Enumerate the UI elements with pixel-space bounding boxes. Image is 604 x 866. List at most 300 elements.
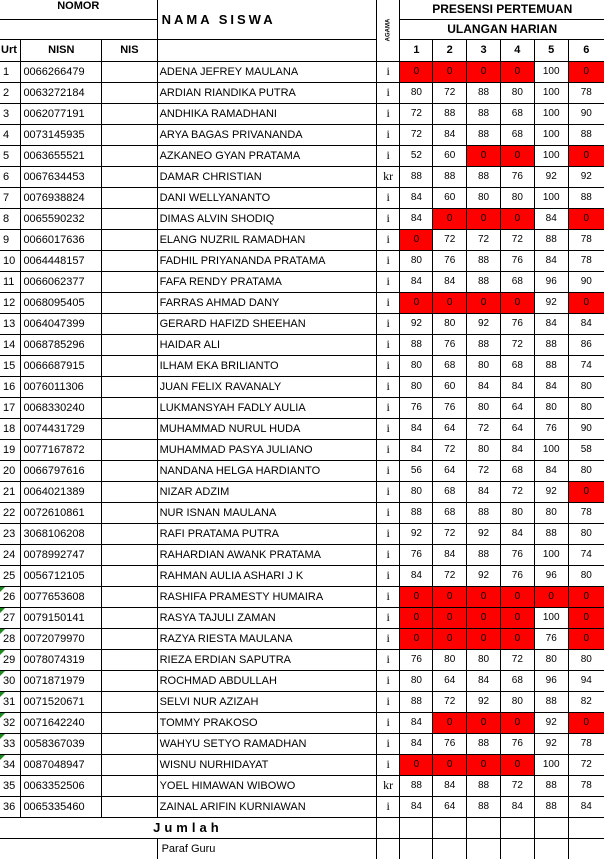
agama-cell: i [376, 439, 400, 460]
student-name-cell: ELANG NUZRIL RAMADHAN [157, 229, 376, 250]
nisn-cell: 0064021389 [21, 481, 102, 502]
score-cell: 0 [500, 145, 534, 166]
nis-cell [102, 712, 157, 733]
score-cell: 100 [534, 145, 568, 166]
nis-cell [102, 418, 157, 439]
nis-cell [102, 775, 157, 796]
nisn-header [21, 39, 102, 61]
score-cell: 92 [534, 733, 568, 754]
score-cell: 92 [467, 313, 501, 334]
agama-cell: i [376, 607, 400, 628]
score-cell: 90 [568, 103, 604, 124]
score-cell: 64 [500, 397, 534, 418]
score-cell: 0 [534, 586, 568, 607]
urt-cell: 6 [0, 166, 21, 187]
score-cell: 100 [534, 187, 568, 208]
score-cell: 78 [568, 502, 604, 523]
table-row [0, 754, 604, 775]
table-row [0, 376, 604, 397]
score-cell: 72 [467, 460, 501, 481]
score-cell: 0 [467, 61, 501, 82]
urt-cell: 4 [0, 124, 21, 145]
score-cell: 72 [500, 481, 534, 502]
agama-cell: i [376, 271, 400, 292]
agama-cell: i [376, 670, 400, 691]
score-cell: 80 [500, 82, 534, 103]
score-cell: 88 [467, 334, 501, 355]
nisn-cell: 0071871979 [21, 670, 102, 691]
student-name-cell: ILHAM EKA BRILIANTO [157, 355, 376, 376]
student-name-cell: NANDANA HELGA HARDIANTO [157, 460, 376, 481]
score-cell: 92 [467, 565, 501, 586]
urt-cell: 11 [0, 271, 21, 292]
score-cell: 88 [568, 124, 604, 145]
score-cell: 100 [534, 82, 568, 103]
urt-cell: 32 [0, 712, 21, 733]
urt-cell: 15 [0, 355, 21, 376]
paraf-cell [400, 838, 433, 859]
student-name-cell: NIZAR ADZIM [157, 481, 376, 502]
jumlah-cell [400, 817, 433, 838]
score-cell: 0 [433, 586, 467, 607]
col-header-label: 2 [446, 44, 453, 56]
nomor-header-spacer [0, 19, 157, 39]
presensi-header [400, 0, 604, 19]
agama-cell: i [376, 208, 400, 229]
score-cell: 88 [400, 166, 433, 187]
nisn-cell: 0078992747 [21, 544, 102, 565]
urt-cell: 9 [0, 229, 21, 250]
score-cell: 92 [568, 166, 604, 187]
student-name-cell: FAFA RENDY PRATAMA [157, 271, 376, 292]
student-name-cell: ZAINAL ARIFIN KURNIAWAN [157, 796, 376, 817]
table-row [0, 670, 604, 691]
score-cell: 0 [433, 712, 467, 733]
score-cell: 84 [400, 208, 433, 229]
student-name-cell: YOEL HIMAWAN WIBOWO [157, 775, 376, 796]
score-cell: 92 [534, 292, 568, 313]
score-cell: 72 [467, 418, 501, 439]
student-name-cell: WAHYU SETYO RAMADHAN [157, 733, 376, 754]
nis-cell [102, 502, 157, 523]
nisn-cell: 0072079970 [21, 628, 102, 649]
score-cell: 0 [568, 607, 604, 628]
score-cell: 0 [500, 628, 534, 649]
score-cell: 84 [400, 733, 433, 754]
score-cell: 100 [534, 439, 568, 460]
nis-cell [102, 376, 157, 397]
urt-cell: 24 [0, 544, 21, 565]
nis-cell [102, 439, 157, 460]
score-cell: 84 [400, 271, 433, 292]
agama-cell: i [376, 460, 400, 481]
nisn-cell: 0063655521 [21, 145, 102, 166]
agama-cell: i [376, 61, 400, 82]
score-cell: 68 [500, 124, 534, 145]
score-cell: 84 [534, 250, 568, 271]
table-row [0, 439, 604, 460]
nisn-cell: 0066797616 [21, 460, 102, 481]
nis-cell [102, 61, 157, 82]
score-cell: 80 [500, 691, 534, 712]
score-cell: 84 [568, 313, 604, 334]
score-cell: 84 [500, 796, 534, 817]
col-header-3 [467, 39, 501, 61]
score-cell: 0 [400, 754, 433, 775]
score-cell: 72 [400, 124, 433, 145]
table-row [0, 82, 604, 103]
score-cell: 96 [534, 271, 568, 292]
score-cell: 72 [433, 82, 467, 103]
table-row [0, 796, 604, 817]
score-cell: 0 [400, 61, 433, 82]
score-cell: 0 [568, 61, 604, 82]
urt-cell: 25 [0, 565, 21, 586]
score-cell: 68 [500, 460, 534, 481]
score-cell: 84 [534, 208, 568, 229]
nis-cell [102, 313, 157, 334]
score-cell: 80 [568, 460, 604, 481]
paraf-cell [500, 838, 534, 859]
score-cell: 100 [534, 607, 568, 628]
nisn-cell: 0073145935 [21, 124, 102, 145]
score-cell: 88 [400, 334, 433, 355]
score-cell: 72 [500, 334, 534, 355]
student-name-cell: RASHIFA PRAMESTY HUMAIRA [157, 586, 376, 607]
score-cell: 84 [400, 439, 433, 460]
paraf-cell [433, 838, 467, 859]
score-cell: 76 [534, 628, 568, 649]
student-name-cell: NUR ISNAN MAULANA [157, 502, 376, 523]
jumlah-text: Jumlah [153, 820, 223, 835]
score-cell: 88 [467, 103, 501, 124]
ulangan-header [400, 19, 604, 39]
score-cell: 80 [433, 313, 467, 334]
score-cell: 92 [400, 523, 433, 544]
jumlah-cell [568, 817, 604, 838]
agama-cell: i [376, 544, 400, 565]
urt-cell: 21 [0, 481, 21, 502]
score-cell: 0 [433, 628, 467, 649]
score-cell: 0 [568, 481, 604, 502]
table-row [0, 544, 604, 565]
student-name-cell: WISNU NURHIDAYAT [157, 754, 376, 775]
score-cell: 0 [467, 586, 501, 607]
nis-cell [102, 670, 157, 691]
nama-header-spacer [157, 39, 376, 61]
score-cell: 76 [400, 649, 433, 670]
score-cell: 94 [568, 670, 604, 691]
urt-header [0, 39, 21, 61]
nis-cell [102, 292, 157, 313]
agama-cell: i [376, 565, 400, 586]
nis-cell [102, 460, 157, 481]
nisn-cell: 0068785296 [21, 334, 102, 355]
student-name-cell: GERARD HAFIZD SHEEHAN [157, 313, 376, 334]
score-cell: 0 [467, 292, 501, 313]
score-cell: 68 [433, 502, 467, 523]
score-cell: 0 [568, 145, 604, 166]
jumlah-row [0, 817, 604, 838]
agama-cell: i [376, 649, 400, 670]
score-cell: 72 [433, 229, 467, 250]
student-name-cell: FADHIL PRIYANANDA PRATAMA [157, 250, 376, 271]
score-cell: 80 [534, 397, 568, 418]
agama-cell: kr [376, 166, 400, 187]
score-cell: 88 [467, 775, 501, 796]
score-cell: 76 [500, 733, 534, 754]
score-cell: 0 [433, 292, 467, 313]
col-header-1 [400, 39, 433, 61]
score-cell: 84 [467, 481, 501, 502]
student-name-cell: DAMAR CHRISTIAN [157, 166, 376, 187]
nis-cell [102, 166, 157, 187]
agama-cell: i [376, 355, 400, 376]
score-cell: 88 [534, 523, 568, 544]
score-cell: 84 [500, 376, 534, 397]
agama-cell: i [376, 481, 400, 502]
student-name-cell: RIEZA ERDIAN SAPUTRA [157, 649, 376, 670]
student-name-cell: DIMAS ALVIN SHODIQ [157, 208, 376, 229]
nisn-cell: 0067634453 [21, 166, 102, 187]
student-name-cell: AZKANEO GYAN PRATAMA [157, 145, 376, 166]
jumlah-cell [433, 817, 467, 838]
score-cell: 80 [467, 355, 501, 376]
score-cell: 100 [534, 61, 568, 82]
nisn-cell: 0062077191 [21, 103, 102, 124]
urt-cell: 30 [0, 670, 21, 691]
score-cell: 80 [500, 187, 534, 208]
agama-cell: i [376, 124, 400, 145]
score-cell: 72 [433, 565, 467, 586]
nis-cell [102, 628, 157, 649]
score-cell: 76 [400, 544, 433, 565]
student-name-cell: MUHAMMAD PASYA JULIANO [157, 439, 376, 460]
score-cell: 0 [568, 628, 604, 649]
col-header-4 [500, 39, 534, 61]
nis-header [102, 39, 157, 61]
nis-cell [102, 82, 157, 103]
urt-cell: 26 [0, 586, 21, 607]
table-row [0, 292, 604, 313]
nis-cell [102, 544, 157, 565]
score-cell: 84 [400, 187, 433, 208]
urt-cell: 14 [0, 334, 21, 355]
score-cell: 84 [534, 460, 568, 481]
student-name-cell: HAIDAR ALI [157, 334, 376, 355]
agama-cell: i [376, 733, 400, 754]
score-cell: 64 [500, 418, 534, 439]
urt-cell: 31 [0, 691, 21, 712]
nis-cell [102, 691, 157, 712]
agama-cell: i [376, 691, 400, 712]
nis-cell [102, 271, 157, 292]
score-cell: 0 [500, 607, 534, 628]
col-header-label: 3 [480, 44, 487, 56]
nis-cell [102, 250, 157, 271]
score-cell: 88 [534, 796, 568, 817]
score-cell: 0 [400, 229, 433, 250]
score-cell: 88 [534, 355, 568, 376]
table-row [0, 712, 604, 733]
score-cell: 80 [400, 670, 433, 691]
presensi-header-label: PRESENSI PERTEMUAN [432, 2, 573, 17]
nis-cell [102, 481, 157, 502]
nis-cell [102, 124, 157, 145]
score-cell: 72 [433, 439, 467, 460]
table-row [0, 502, 604, 523]
urt-cell: 23 [0, 523, 21, 544]
score-cell: 0 [467, 607, 501, 628]
urt-cell: 16 [0, 376, 21, 397]
agama-cell: i [376, 586, 400, 607]
urt-cell: 28 [0, 628, 21, 649]
score-cell: 88 [400, 775, 433, 796]
score-cell: 72 [500, 229, 534, 250]
paraf-cell [568, 838, 604, 859]
score-cell: 76 [433, 397, 467, 418]
score-cell: 0 [568, 712, 604, 733]
urt-cell: 5 [0, 145, 21, 166]
table-row [0, 145, 604, 166]
score-cell: 60 [433, 145, 467, 166]
paraf-cell [376, 838, 400, 859]
urt-cell: 12 [0, 292, 21, 313]
table-row [0, 313, 604, 334]
score-cell: 76 [433, 733, 467, 754]
urt-cell: 17 [0, 397, 21, 418]
score-cell: 80 [467, 187, 501, 208]
table-row [0, 334, 604, 355]
table-row [0, 418, 604, 439]
nis-cell [102, 796, 157, 817]
table-row [0, 649, 604, 670]
score-cell: 0 [400, 292, 433, 313]
score-cell: 0 [400, 628, 433, 649]
nis-cell [102, 187, 157, 208]
score-cell: 0 [467, 208, 501, 229]
score-cell: 76 [433, 334, 467, 355]
score-cell: 80 [400, 355, 433, 376]
nisn-cell: 0071520671 [21, 691, 102, 712]
agama-cell: i [376, 103, 400, 124]
score-cell: 88 [467, 502, 501, 523]
score-cell: 74 [568, 355, 604, 376]
score-cell: 86 [568, 334, 604, 355]
score-cell: 0 [500, 586, 534, 607]
score-cell: 80 [467, 649, 501, 670]
score-cell: 84 [400, 796, 433, 817]
score-cell: 92 [534, 712, 568, 733]
nis-header-label: NIS [120, 44, 139, 56]
col-header-2 [433, 39, 467, 61]
score-cell: 80 [534, 649, 568, 670]
agama-cell: i [376, 82, 400, 103]
score-cell: 80 [568, 397, 604, 418]
urt-cell: 13 [0, 313, 21, 334]
score-cell: 82 [568, 691, 604, 712]
score-cell: 80 [433, 649, 467, 670]
score-cell: 100 [534, 544, 568, 565]
nama-siswa-header [157, 0, 376, 39]
nisn-cell: 0063352506 [21, 775, 102, 796]
col-header-label: 1 [413, 44, 420, 56]
nisn-cell: 0076938824 [21, 187, 102, 208]
nisn-header-label: NISN [48, 44, 75, 56]
agama-cell: i [376, 628, 400, 649]
agama-header-label: AGAMA [385, 18, 392, 42]
score-cell: 84 [400, 712, 433, 733]
score-cell: 84 [433, 544, 467, 565]
score-cell: 80 [467, 439, 501, 460]
score-cell: 64 [433, 796, 467, 817]
score-cell: 88 [400, 502, 433, 523]
score-cell: 96 [534, 565, 568, 586]
agama-cell: i [376, 523, 400, 544]
nis-cell [102, 397, 157, 418]
score-cell: 88 [467, 82, 501, 103]
nisn-cell: 0079150141 [21, 607, 102, 628]
nisn-cell: 0074431729 [21, 418, 102, 439]
score-cell: 0 [467, 712, 501, 733]
nomor-header [0, 0, 157, 19]
nis-cell [102, 145, 157, 166]
score-cell: 100 [534, 103, 568, 124]
agama-header [376, 0, 400, 61]
jumlah-label [0, 817, 376, 838]
table-row [0, 691, 604, 712]
nisn-cell: 0078074319 [21, 649, 102, 670]
agama-cell: i [376, 229, 400, 250]
score-cell: 68 [433, 481, 467, 502]
score-cell: 88 [534, 775, 568, 796]
col-header-6 [568, 39, 604, 61]
score-cell: 92 [534, 166, 568, 187]
urt-cell: 8 [0, 208, 21, 229]
paraf-spacer [0, 838, 157, 859]
score-cell: 92 [467, 691, 501, 712]
nis-cell [102, 607, 157, 628]
agama-cell: i [376, 397, 400, 418]
score-cell: 68 [500, 355, 534, 376]
score-cell: 84 [568, 796, 604, 817]
nis-cell [102, 103, 157, 124]
agama-cell: i [376, 187, 400, 208]
score-cell: 84 [467, 376, 501, 397]
score-cell: 72 [433, 691, 467, 712]
table-row [0, 775, 604, 796]
score-cell: 90 [568, 271, 604, 292]
nisn-cell: 0063272184 [21, 82, 102, 103]
score-cell: 0 [568, 208, 604, 229]
nisn-cell: 0058367039 [21, 733, 102, 754]
urt-cell: 10 [0, 250, 21, 271]
col-header-label: 5 [548, 44, 555, 56]
nis-cell [102, 355, 157, 376]
score-cell: 80 [534, 502, 568, 523]
urt-cell: 22 [0, 502, 21, 523]
nis-cell [102, 586, 157, 607]
agama-cell: i [376, 502, 400, 523]
score-cell: 80 [400, 82, 433, 103]
score-cell: 84 [400, 565, 433, 586]
score-cell: 64 [433, 670, 467, 691]
nis-cell [102, 208, 157, 229]
score-cell: 84 [400, 418, 433, 439]
score-cell: 80 [400, 481, 433, 502]
score-cell: 88 [433, 166, 467, 187]
score-cell: 0 [400, 586, 433, 607]
